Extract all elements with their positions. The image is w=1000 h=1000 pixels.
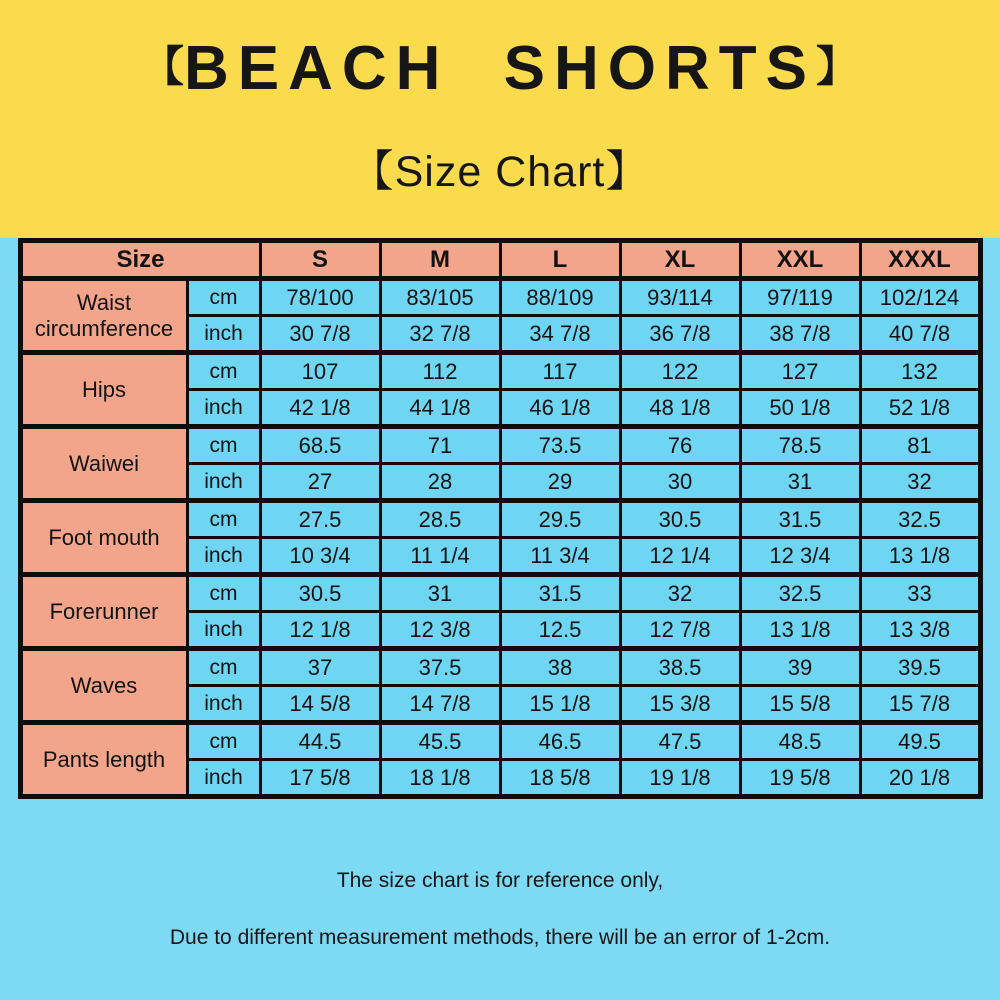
measurement-group bbox=[20, 723, 980, 797]
size-value: 40 7/8 bbox=[860, 316, 980, 353]
size-value: 34 7/8 bbox=[500, 316, 620, 353]
unit-label-inch: inch bbox=[187, 538, 260, 575]
size-value: 83/105 bbox=[380, 279, 500, 316]
size-value: 42 1/8 bbox=[260, 390, 380, 427]
size-value: 32.5 bbox=[860, 501, 980, 538]
size-column-header-s: S bbox=[260, 241, 380, 279]
table-row bbox=[20, 501, 980, 538]
size-column-header-m: M bbox=[380, 241, 500, 279]
size-value: 112 bbox=[380, 353, 500, 390]
size-value: 17 5/8 bbox=[260, 760, 380, 797]
page-title bbox=[0, 0, 1000, 102]
table-row bbox=[20, 649, 980, 686]
size-value: 30 bbox=[620, 464, 740, 501]
size-value: 46 1/8 bbox=[500, 390, 620, 427]
size-value: 20 1/8 bbox=[860, 760, 980, 797]
unit-label-cm: cm bbox=[187, 501, 260, 538]
size-value: 78.5 bbox=[740, 427, 860, 464]
size-value: 33 bbox=[860, 575, 980, 612]
measurement-label: Forerunner bbox=[20, 575, 187, 649]
measurement-group bbox=[20, 353, 980, 427]
size-value: 32.5 bbox=[740, 575, 860, 612]
unit-label-cm: cm bbox=[187, 649, 260, 686]
size-value: 14 5/8 bbox=[260, 686, 380, 723]
size-value: 68.5 bbox=[260, 427, 380, 464]
size-value: 102/124 bbox=[860, 279, 980, 316]
size-value: 49.5 bbox=[860, 723, 980, 760]
size-value: 19 1/8 bbox=[620, 760, 740, 797]
size-value: 44.5 bbox=[260, 723, 380, 760]
unit-label-cm: cm bbox=[187, 279, 260, 316]
size-value: 12.5 bbox=[500, 612, 620, 649]
unit-label-cm: cm bbox=[187, 427, 260, 464]
size-value: 78/100 bbox=[260, 279, 380, 316]
title-bracket-open: 【 bbox=[141, 43, 184, 90]
size-value: 38 7/8 bbox=[740, 316, 860, 353]
size-value: 31.5 bbox=[740, 501, 860, 538]
size-value: 44 1/8 bbox=[380, 390, 500, 427]
unit-label-inch: inch bbox=[187, 316, 260, 353]
disclaimer-line-1: The size chart is for reference only, bbox=[336, 869, 664, 892]
size-value: 13 1/8 bbox=[860, 538, 980, 575]
size-value: 30 7/8 bbox=[260, 316, 380, 353]
size-value: 15 1/8 bbox=[500, 686, 620, 723]
size-value: 76 bbox=[620, 427, 740, 464]
table-row bbox=[20, 353, 980, 390]
size-value: 93/114 bbox=[620, 279, 740, 316]
unit-label-cm: cm bbox=[187, 575, 260, 612]
size-value: 47.5 bbox=[620, 723, 740, 760]
size-value: 10 3/4 bbox=[260, 538, 380, 575]
size-value: 88/109 bbox=[500, 279, 620, 316]
size-value: 15 3/8 bbox=[620, 686, 740, 723]
size-value: 27.5 bbox=[260, 501, 380, 538]
size-value: 12 7/8 bbox=[620, 612, 740, 649]
unit-label-inch: inch bbox=[187, 612, 260, 649]
measurement-label: Hips bbox=[20, 353, 187, 427]
size-value: 32 7/8 bbox=[380, 316, 500, 353]
size-value: 36 7/8 bbox=[620, 316, 740, 353]
table-row bbox=[20, 427, 980, 464]
size-column-header-xxl: XXL bbox=[740, 241, 860, 279]
table-row bbox=[20, 575, 980, 612]
size-value: 127 bbox=[740, 353, 860, 390]
size-value: 29.5 bbox=[500, 501, 620, 538]
size-value: 32 bbox=[860, 464, 980, 501]
size-value: 27 bbox=[260, 464, 380, 501]
unit-label-inch: inch bbox=[187, 390, 260, 427]
size-value: 122 bbox=[620, 353, 740, 390]
size-value: 37 bbox=[260, 649, 380, 686]
size-chart-table bbox=[18, 238, 983, 799]
unit-label-inch: inch bbox=[187, 686, 260, 723]
size-value: 31 bbox=[740, 464, 860, 501]
size-value: 71 bbox=[380, 427, 500, 464]
header-row bbox=[20, 241, 980, 279]
disclaimer-line-2: Due to different measurement methods, there will be an error of 1-2cm. bbox=[169, 926, 831, 949]
measurement-group bbox=[20, 575, 980, 649]
size-value: 132 bbox=[860, 353, 980, 390]
measurement-label: Foot mouth bbox=[20, 501, 187, 575]
size-value: 48 1/8 bbox=[620, 390, 740, 427]
size-value: 81 bbox=[860, 427, 980, 464]
size-value: 15 5/8 bbox=[740, 686, 860, 723]
size-value: 73.5 bbox=[500, 427, 620, 464]
size-value: 45.5 bbox=[380, 723, 500, 760]
measurement-label: Waist circumference bbox=[20, 279, 187, 353]
size-corner-header: Size bbox=[20, 241, 260, 279]
size-value: 31.5 bbox=[500, 575, 620, 612]
size-value: 97/119 bbox=[740, 279, 860, 316]
measurement-group bbox=[20, 279, 980, 353]
size-column-header-l: L bbox=[500, 241, 620, 279]
size-value: 13 1/8 bbox=[740, 612, 860, 649]
size-value: 39 bbox=[740, 649, 860, 686]
size-value: 31 bbox=[380, 575, 500, 612]
size-value: 11 1/4 bbox=[380, 538, 500, 575]
unit-label-inch: inch bbox=[187, 464, 260, 501]
size-value: 46.5 bbox=[500, 723, 620, 760]
size-column-header-xl: XL bbox=[620, 241, 740, 279]
unit-label-cm: cm bbox=[187, 723, 260, 760]
size-value: 29 bbox=[500, 464, 620, 501]
size-value: 18 5/8 bbox=[500, 760, 620, 797]
size-value: 107 bbox=[260, 353, 380, 390]
measurement-group bbox=[20, 427, 980, 501]
size-value: 15 7/8 bbox=[860, 686, 980, 723]
size-value: 28 bbox=[380, 464, 500, 501]
size-value: 13 3/8 bbox=[860, 612, 980, 649]
size-value: 30.5 bbox=[260, 575, 380, 612]
title-banner bbox=[0, 0, 1000, 238]
size-value: 52 1/8 bbox=[860, 390, 980, 427]
unit-label-inch: inch bbox=[187, 760, 260, 797]
measurement-label: Waiwei bbox=[20, 427, 187, 501]
size-value: 50 1/8 bbox=[740, 390, 860, 427]
table-row bbox=[20, 723, 980, 760]
size-value: 37.5 bbox=[380, 649, 500, 686]
size-value: 11 3/4 bbox=[500, 538, 620, 575]
size-value: 30.5 bbox=[620, 501, 740, 538]
measurement-label: Waves bbox=[20, 649, 187, 723]
measurement-group bbox=[20, 501, 980, 575]
size-value: 19 5/8 bbox=[740, 760, 860, 797]
size-column-header-xxxl: XXXL bbox=[860, 241, 980, 279]
table-row bbox=[20, 279, 980, 316]
measurement-group bbox=[20, 649, 980, 723]
size-value: 12 1/8 bbox=[260, 612, 380, 649]
page-title-text: BEACH SHORTS bbox=[183, 34, 817, 103]
unit-label-cm: cm bbox=[187, 353, 260, 390]
page-subtitle: 【Size Chart】 bbox=[350, 148, 650, 196]
size-value: 12 3/4 bbox=[740, 538, 860, 575]
size-chart-header bbox=[20, 241, 980, 279]
size-value: 39.5 bbox=[860, 649, 980, 686]
size-value: 38 bbox=[500, 649, 620, 686]
size-value: 38.5 bbox=[620, 649, 740, 686]
size-value: 18 1/8 bbox=[380, 760, 500, 797]
title-bracket-close: 】 bbox=[816, 43, 859, 90]
size-value: 117 bbox=[500, 353, 620, 390]
size-value: 32 bbox=[620, 575, 740, 612]
size-value: 28.5 bbox=[380, 501, 500, 538]
size-value: 14 7/8 bbox=[380, 686, 500, 723]
disclaimer bbox=[0, 799, 1000, 950]
size-value: 12 1/4 bbox=[620, 538, 740, 575]
measurement-label: Pants length bbox=[20, 723, 187, 797]
size-value: 48.5 bbox=[740, 723, 860, 760]
size-value: 12 3/8 bbox=[380, 612, 500, 649]
